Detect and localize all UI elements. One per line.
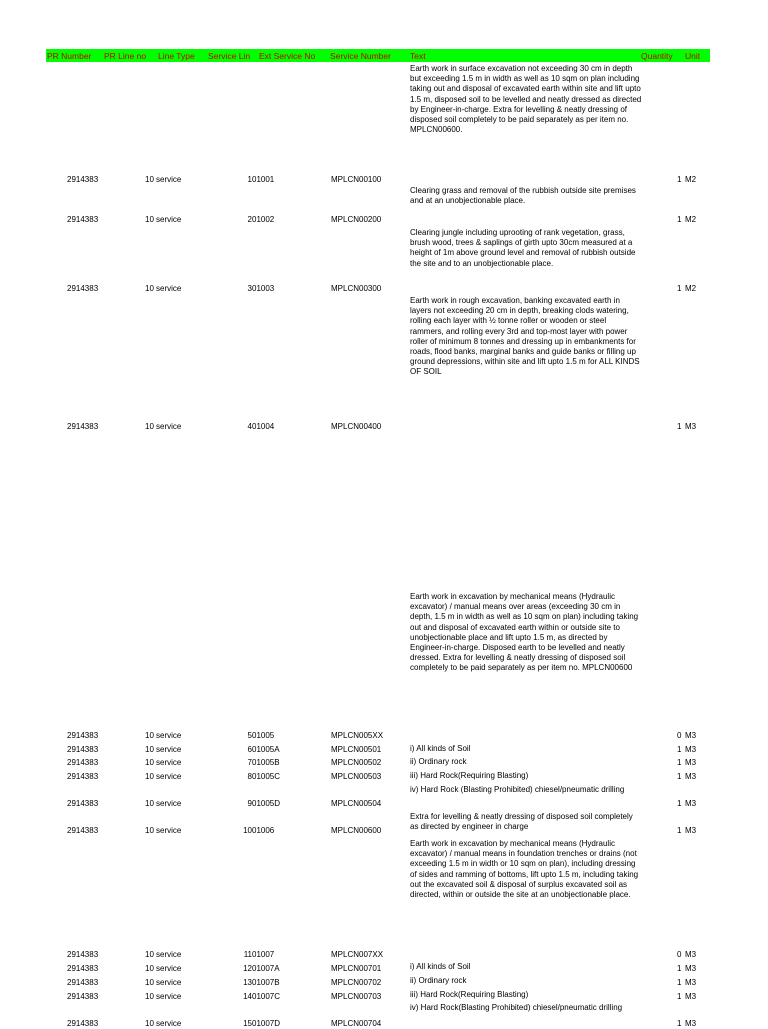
line-type-cell: service: [156, 1019, 182, 1028]
service-line-cell: 1: [247, 175, 252, 184]
ext-service-no-cell: 01005A: [252, 745, 280, 754]
unit-cell: M3: [685, 772, 697, 781]
pr-line-no-cell: 10: [145, 826, 154, 835]
description-text: i) All kinds of Soil: [410, 962, 471, 971]
unit-cell: M3: [685, 978, 697, 987]
unit-cell: M3: [685, 826, 697, 835]
line-type-cell: service: [156, 799, 182, 808]
pr-number-cell: 2914383: [67, 826, 99, 835]
unit-cell: M3: [685, 758, 697, 767]
line-type-cell: service: [156, 731, 182, 740]
service-number-cell: MPLCN00703: [331, 992, 382, 1001]
service-line-cell: 7: [247, 758, 252, 767]
ext-service-no-cell: 01005C: [252, 772, 281, 781]
service-line-cell: 10: [243, 826, 252, 835]
pr-line-no-cell: 10: [145, 772, 154, 781]
description-text: Extra for levelling & neatly dressing of disposed soil completely as directed by engineer in charge: [410, 812, 633, 832]
header-text: Text: [410, 51, 426, 61]
service-number-cell: MPLCN00702: [331, 978, 382, 987]
pr-line-no-cell: 10: [145, 1019, 154, 1028]
service-number-cell: MPLCN00504: [331, 799, 382, 808]
description-text: Clearing grass and removal of the rubbish outside site premises and at an unobjectionable place.: [410, 186, 636, 206]
ext-service-no-cell: 01007D: [252, 1019, 281, 1028]
service-number-cell: MPLCN00600: [331, 826, 382, 835]
line-type-cell: service: [156, 422, 182, 431]
service-line-cell: 3: [247, 284, 252, 293]
pr-number-cell: 2914383: [67, 964, 99, 973]
service-number-cell: MPLCN005XX: [331, 731, 384, 740]
pr-line-no-cell: 10: [145, 964, 154, 973]
line-type-cell: service: [156, 772, 182, 781]
header-unit: Unit: [685, 51, 701, 61]
service-number-cell: MPLCN00503: [331, 772, 382, 781]
line-type-cell: service: [156, 758, 182, 767]
line-type-cell: service: [156, 745, 182, 754]
ext-service-no-cell: 01006: [252, 826, 275, 835]
line-type-cell: service: [156, 992, 182, 1001]
pr-line-no-cell: 10: [145, 422, 154, 431]
unit-cell: M3: [685, 950, 697, 959]
pr-line-no-cell: 10: [145, 758, 154, 767]
ext-service-no-cell: 01005B: [252, 758, 280, 767]
ext-service-no-cell: 01002: [252, 215, 275, 224]
description-text: i) All kinds of Soil: [410, 744, 471, 753]
line-type-cell: service: [156, 826, 182, 835]
quantity-cell: 1: [677, 978, 682, 987]
quantity-cell: 1: [677, 175, 682, 184]
pr-number-cell: 2914383: [67, 992, 99, 1001]
pr-line-no-cell: 10: [145, 175, 154, 184]
line-type-cell: service: [156, 964, 182, 973]
line-type-cell: service: [156, 950, 182, 959]
unit-cell: M2: [685, 284, 697, 293]
ext-service-no-cell: 01007: [252, 950, 275, 959]
line-type-cell: service: [156, 175, 182, 184]
service-number-cell: MPLCN00100: [331, 175, 382, 184]
ext-service-no-cell: 01003: [252, 284, 275, 293]
service-line-cell: 14: [243, 992, 252, 1001]
pr-number-cell: 2914383: [67, 215, 99, 224]
ext-service-no-cell: 01004: [252, 422, 275, 431]
pr-line-no-cell: 10: [145, 992, 154, 1001]
ext-service-no-cell: 01005: [252, 731, 275, 740]
pr-number-cell: 2914383: [67, 175, 99, 184]
service-number-cell: MPLCN00502: [331, 758, 382, 767]
service-line-cell: 5: [247, 731, 252, 740]
header-pr-number: PR Number: [47, 51, 92, 61]
quantity-cell: 1: [677, 799, 682, 808]
service-line-cell: 13: [243, 978, 252, 987]
service-line-cell: 8: [247, 772, 252, 781]
service-line-cell: 11: [243, 950, 252, 959]
quantity-cell: 1: [677, 422, 682, 431]
pr-number-cell: 2914383: [67, 978, 99, 987]
quantity-cell: 0: [677, 950, 682, 959]
service-number-cell: MPLCN00200: [331, 215, 382, 224]
pr-line-no-cell: 10: [145, 731, 154, 740]
header-service-number: Service Number: [330, 51, 391, 61]
description-text: ii) Ordinary rock: [410, 757, 467, 766]
quantity-cell: 1: [677, 964, 682, 973]
pr-number-cell: 2914383: [67, 745, 99, 754]
unit-cell: M3: [685, 1019, 697, 1028]
pr-number-cell: 2914383: [67, 799, 99, 808]
pr-line-no-cell: 10: [145, 799, 154, 808]
service-line-cell: 4: [247, 422, 252, 431]
pr-number-cell: 2914383: [67, 758, 99, 767]
pr-line-no-cell: 10: [145, 745, 154, 754]
unit-cell: M2: [685, 215, 697, 224]
quantity-cell: 1: [677, 284, 682, 293]
line-type-cell: service: [156, 284, 182, 293]
description-text: Earth work in excavation by mechanical means (Hydraulic excavator) / manual means in foundation trenches or drains (not exceeding 1.5 m in width or 10 sqm on plan), including dressing of sides and ramming of bottoms, lift upto 1.5 m, including taking out the excavated soil & disposal of surplus excavated soil as directed, within or outside the site at an unobjectionable place.: [410, 839, 639, 900]
pr-line-no-cell: 10: [145, 950, 154, 959]
unit-cell: M2: [685, 175, 697, 184]
description-text: Earth work in rough excavation, banking excavated earth in layers not exceeding 20 cm in depth, breaking clods watering, rolling each layer with ½ tonne roller or wooden or steel rammers, and rolling every 3rd and top-most layer with power roller of minimum 8 tonnes and dressing up in embankments for roads, flood banks, marginal banks and guide banks or filling up ground depressions, within site and lift upto 1.5 m for ALL KINDS OF SOIL: [410, 296, 640, 377]
pr-line-no-cell: 10: [145, 978, 154, 987]
description-text: iii) Hard Rock(Requiring Blasting): [410, 771, 529, 780]
pr-line-no-cell: 10: [145, 215, 154, 224]
header-ext-service-no: Ext Service No: [259, 51, 316, 61]
unit-cell: M3: [685, 799, 697, 808]
header-service-line: Service Lin: [208, 51, 251, 61]
service-number-cell: MPLCN00300: [331, 284, 382, 293]
quantity-cell: 1: [677, 992, 682, 1001]
ext-service-no-cell: 01005D: [252, 799, 281, 808]
service-line-cell: 6: [247, 745, 252, 754]
unit-cell: M3: [685, 964, 697, 973]
pr-number-cell: 2914383: [67, 422, 99, 431]
quantity-cell: 1: [677, 745, 682, 754]
pr-number-cell: 2914383: [67, 950, 99, 959]
header-pr-line-no: PR Line no: [104, 51, 147, 61]
line-type-cell: service: [156, 215, 182, 224]
quantity-cell: 1: [677, 826, 682, 835]
pr-number-cell: 2914383: [67, 284, 99, 293]
service-number-cell: MPLCN00704: [331, 1019, 382, 1028]
service-number-cell: MPLCN00501: [331, 745, 382, 754]
pr-number-cell: 2914383: [67, 731, 99, 740]
description-text: iii) Hard Rock(Requiring Blasting): [410, 990, 529, 999]
description-text: Clearing jungle including uprooting of rank vegetation, grass, brush wood, trees & saplings of girth upto 30cm measured at a height of 1m above ground level and removal of rubbish outside the site and to an unobjectionable place.: [410, 228, 636, 268]
pr-number-cell: 2914383: [67, 772, 99, 781]
description-text: ii) Ordinary rock: [410, 976, 467, 985]
quantity-cell: 0: [677, 731, 682, 740]
header-quantity: Quantity: [641, 51, 673, 61]
service-line-cell: 9: [247, 799, 252, 808]
unit-cell: M3: [685, 731, 697, 740]
unit-cell: M3: [685, 422, 697, 431]
service-line-cell: 2: [247, 215, 252, 224]
quantity-cell: 1: [677, 215, 682, 224]
description-text: Earth work in excavation by mechanical means (Hydraulic excavator) / manual means over areas (exceeding 30 cm in depth, 1.5 m in width as well as 10 sqm on plan) including taking out and disposal of excavated earth within or outside site to unobjectionable place and lift upto 1.5 m, as directed by Engineer-in-charge. Disposed earth to be levelled and neatly dressed. Extra for levelling & neatly dressing of disposed soil completely to be paid separately as per item no. MPLCN00600: [410, 592, 639, 673]
description-text: iv) Hard Rock (Blasting Prohibited) chiesel/pneumatic drilling: [410, 785, 625, 794]
header-line-type: Line Type: [158, 51, 195, 61]
description-text: Earth work in surface excavation not exceeding 30 cm in depth but exceeding 1.5 m in width as well as 10 sqm on plan including taking out and disposal of excavated earth within site and lift upto 1.5 m, disposed soil to be levelled and neatly dressed as directed by Engineer-in-charge. Extra for levelling & neatly dressing of disposed soil completely to be paid separately as per item no. MPLCN00600.: [410, 64, 642, 135]
line-type-cell: service: [156, 978, 182, 987]
quantity-cell: 1: [677, 772, 682, 781]
service-number-cell: MPLCN007XX: [331, 950, 384, 959]
ext-service-no-cell: 01007A: [252, 964, 280, 973]
unit-cell: M3: [685, 745, 697, 754]
quantity-cell: 1: [677, 758, 682, 767]
ext-service-no-cell: 01007C: [252, 992, 281, 1001]
description-text: iv) Hard Rock(Blasting Prohibited) chiesel/pneumatic drilling: [410, 1003, 623, 1012]
quantity-cell: 1: [677, 1019, 682, 1028]
pr-line-no-cell: 10: [145, 284, 154, 293]
pr-number-cell: 2914383: [67, 1019, 99, 1028]
service-number-cell: MPLCN00701: [331, 964, 382, 973]
ext-service-no-cell: 01007B: [252, 978, 280, 987]
service-line-cell: 12: [243, 964, 252, 973]
service-number-cell: MPLCN00400: [331, 422, 382, 431]
service-line-cell: 15: [243, 1019, 252, 1028]
unit-cell: M3: [685, 992, 697, 1001]
ext-service-no-cell: 01001: [252, 175, 275, 184]
